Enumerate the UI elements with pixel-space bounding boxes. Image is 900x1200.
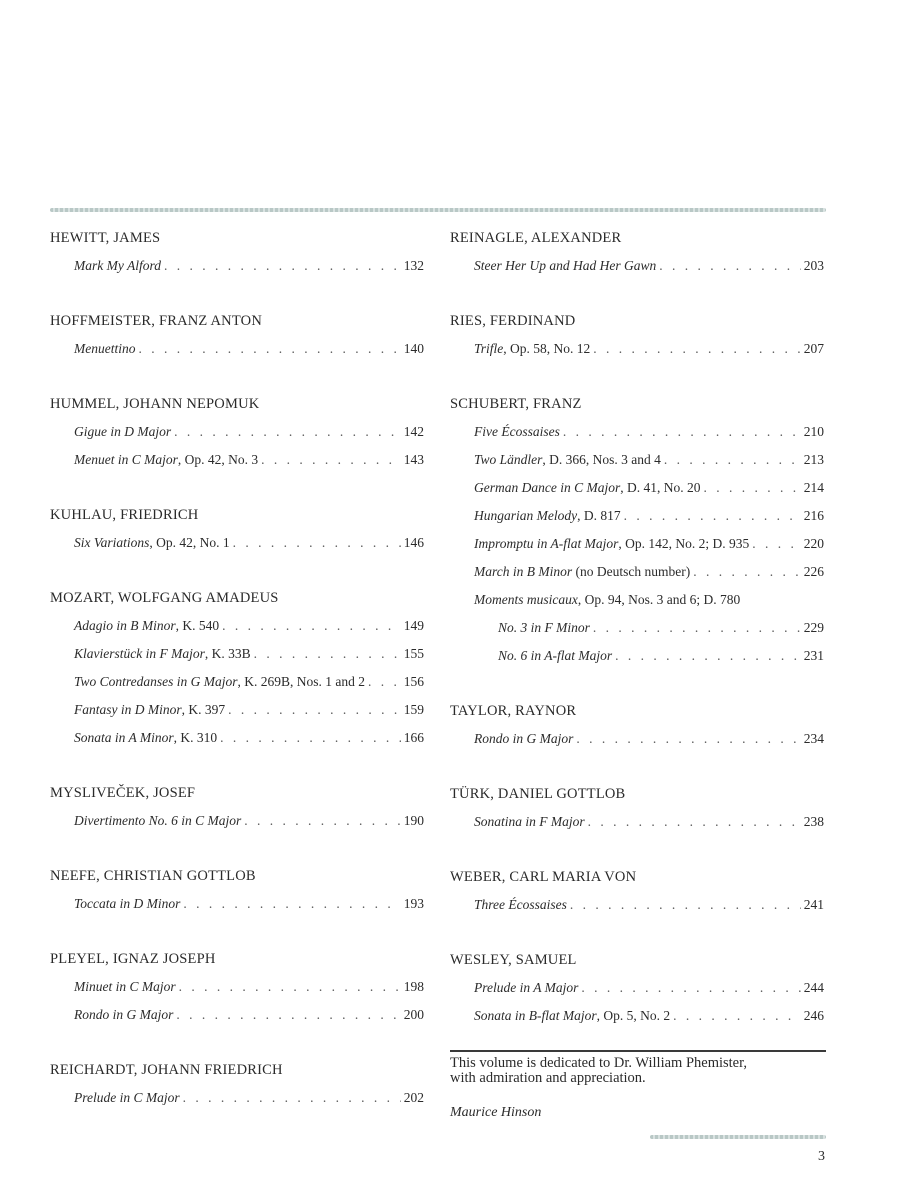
dot-leader	[703, 474, 800, 502]
work-title-italic: Trifle	[474, 341, 504, 356]
work-title-italic: Sonata in A Minor	[74, 730, 174, 745]
composer-name: TÜRK, DANIEL GOTTLOB	[450, 786, 626, 802]
composer-name: SCHUBERT, FRANZ	[450, 396, 582, 412]
work-title-italic: Mark My Alford	[74, 258, 161, 273]
work-title-details: , Op. 42, No. 3	[177, 452, 259, 467]
work-title-details: , D. 817	[577, 508, 621, 523]
work-title	[74, 1001, 173, 1029]
work-title	[74, 890, 180, 918]
work-title-italic: Three Écossaises	[474, 897, 567, 912]
work-title-italic: Rondo in G Major	[74, 1007, 174, 1022]
work-title	[474, 418, 560, 446]
composer-section	[450, 390, 824, 670]
work-title-italic: Two Contredanses in G Major	[74, 674, 238, 689]
work-title-italic: Prelude in C Major	[74, 1090, 180, 1105]
page-ref: 214	[803, 480, 824, 495]
dot-leader	[593, 335, 800, 363]
page-ref: 200	[403, 1007, 424, 1022]
work-title-italic: Minuet in C Major	[74, 979, 176, 994]
composer-name: WEBER, CARL MARIA VON	[450, 869, 637, 885]
toc-entry[interactable]	[50, 612, 424, 640]
toc-entry[interactable]	[50, 446, 424, 474]
composer-name: HEWITT, JAMES	[50, 230, 161, 246]
dot-leader	[581, 974, 800, 1002]
composer-section	[50, 945, 424, 1029]
work-title	[74, 724, 217, 752]
work-title-italic: Toccata in D Minor	[74, 896, 181, 911]
work-title	[74, 668, 365, 696]
work-title	[74, 418, 171, 446]
dot-leader	[693, 558, 801, 586]
bottom-decorative-rule	[650, 1135, 826, 1139]
composer-name: KUHLAU, FRIEDRICH	[50, 507, 199, 523]
work-title-details: , D. 41, No. 20	[620, 480, 701, 495]
page-ref: 202	[403, 1090, 424, 1105]
dedication-line: This volume is dedicated to Dr. William Phemister,	[450, 1055, 747, 1071]
work-title	[498, 642, 612, 670]
toc-entry[interactable]	[450, 446, 824, 474]
work-title-italic: Fantasy in D Minor	[74, 702, 182, 717]
dot-leader	[138, 335, 400, 363]
toc-entry[interactable]	[450, 1002, 824, 1030]
composer-section	[50, 779, 424, 835]
work-title	[474, 725, 573, 753]
toc-entry[interactable]	[450, 252, 824, 280]
dedication-line: with admiration and appreciation.	[450, 1070, 646, 1086]
composer-name: WESLEY, SAMUEL	[450, 952, 577, 968]
contents-right-column	[450, 224, 824, 1057]
page-ref: 166	[403, 730, 424, 745]
composer-section	[50, 1056, 424, 1112]
page-ref: 159	[403, 702, 424, 717]
toc-entry[interactable]	[450, 891, 824, 919]
dot-leader	[576, 725, 800, 753]
work-title-italic: Six Variations	[74, 535, 150, 550]
toc-entry[interactable]	[50, 1001, 424, 1029]
signature: Maurice Hinson	[450, 1105, 542, 1120]
toc-entry[interactable]	[50, 252, 424, 280]
page-ref: 210	[803, 424, 824, 439]
work-title	[74, 696, 225, 724]
toc-entry[interactable]	[50, 890, 424, 918]
toc-entry[interactable]	[450, 474, 824, 502]
work-title-details: , K. 310	[173, 730, 218, 745]
toc-entry[interactable]	[450, 558, 824, 586]
dot-leader	[570, 891, 801, 919]
dot-leader	[368, 668, 401, 696]
work-title-italic: Moments musicaux	[474, 592, 578, 607]
contents-left-column	[50, 224, 424, 1139]
composer-name: REINAGLE, ALEXANDER	[450, 230, 622, 246]
toc-entry[interactable]	[450, 335, 824, 363]
work-title-details: , Op. 42, No. 1	[149, 535, 230, 550]
work-title-italic: German Dance in C Major	[474, 480, 621, 495]
dot-leader	[261, 446, 401, 474]
page-ref: 226	[803, 564, 824, 579]
work-title-italic: Menuet in C Major	[74, 452, 178, 467]
toc-entry[interactable]	[450, 418, 824, 446]
dot-leader	[174, 418, 401, 446]
dot-leader	[244, 807, 401, 835]
page-ref: 149	[403, 618, 424, 633]
composer-section	[50, 862, 424, 918]
page-ref: 198	[403, 979, 424, 994]
work-title-italic: Adagio in B Minor	[74, 618, 176, 633]
page-ref: 220	[803, 536, 824, 551]
page-ref: 190	[403, 813, 424, 828]
work-title-details: , K. 397	[181, 702, 226, 717]
work-title-details: , D. 366, Nos. 3 and 4	[542, 452, 661, 467]
work-title	[74, 529, 230, 557]
composer-name: MOZART, WOLFGANG AMADEUS	[50, 590, 279, 606]
dot-leader	[179, 973, 401, 1001]
dot-leader	[588, 808, 801, 836]
work-title-details: (no Deutsch number)	[572, 564, 691, 579]
work-title	[74, 1084, 180, 1112]
work-title	[474, 891, 567, 919]
toc-entry[interactable]	[450, 502, 824, 530]
work-title-italic: Five Écossaises	[474, 424, 560, 439]
dot-leader	[593, 614, 801, 642]
dot-leader	[659, 252, 801, 280]
work-title-details: , K. 33B	[204, 646, 251, 661]
page-ref: 203	[803, 258, 824, 273]
work-title-details: , Op. 58, No. 12	[503, 341, 591, 356]
work-title	[474, 530, 749, 558]
composer-section	[450, 224, 824, 280]
toc-entry[interactable]	[50, 335, 424, 363]
page-ref: 132	[403, 258, 424, 273]
dot-leader	[233, 529, 401, 557]
work-title	[474, 808, 585, 836]
page-ref: 142	[403, 424, 424, 439]
dot-leader	[164, 252, 401, 280]
composer-name: RIES, FERDINAND	[450, 313, 576, 329]
work-title-details: , Op. 94, Nos. 3 and 6; D. 780	[577, 592, 741, 607]
page-ref: 229	[803, 620, 824, 635]
work-title-italic: No. 6 in A-flat Major	[498, 648, 613, 663]
page-ref: 193	[403, 896, 424, 911]
toc-entry[interactable]	[50, 418, 424, 446]
work-title-italic: Hungarian Melody	[474, 508, 578, 523]
composer-section	[50, 307, 424, 363]
work-title	[74, 612, 219, 640]
toc-entry[interactable]	[50, 807, 424, 835]
work-title-italic: Gigue in D Major	[74, 424, 172, 439]
composer-section	[450, 863, 824, 919]
toc-sub-entry[interactable]	[450, 614, 824, 642]
work-title	[474, 586, 740, 614]
work-title	[474, 1002, 670, 1030]
work-title	[74, 973, 176, 1001]
toc-sub-entry[interactable]	[450, 642, 824, 670]
page-ref: 140	[403, 341, 424, 356]
work-title	[74, 335, 135, 363]
page-ref: 246	[803, 1008, 824, 1023]
dot-leader	[563, 418, 801, 446]
work-title	[474, 974, 578, 1002]
page-ref: 143	[403, 452, 424, 467]
page-ref: 156	[403, 674, 424, 689]
toc-entry[interactable]	[50, 696, 424, 724]
work-title	[498, 614, 590, 642]
page-ref: 241	[803, 897, 824, 912]
page-ref: 216	[803, 508, 824, 523]
work-title	[474, 252, 656, 280]
composer-name: PLEYEL, IGNAZ JOSEPH	[50, 951, 216, 967]
work-title-details: , Op. 5, No. 2	[596, 1008, 671, 1023]
page-ref: 238	[803, 814, 824, 829]
work-title-italic: March in B Minor	[474, 564, 573, 579]
toc-entry[interactable]	[50, 640, 424, 668]
work-title	[74, 640, 251, 668]
page-number: 3	[818, 1149, 825, 1164]
work-title	[474, 335, 590, 363]
work-title	[474, 446, 661, 474]
work-title-italic: Rondo in G Major	[474, 731, 574, 746]
page-ref: 155	[403, 646, 424, 661]
work-title	[74, 807, 241, 835]
work-title-italic: Prelude in A Major	[474, 980, 579, 995]
composer-section	[450, 697, 824, 753]
work-title-italic: Divertimento No. 6 in C Major	[74, 813, 242, 828]
work-title-italic: Two Ländler	[474, 452, 543, 467]
composer-section	[450, 307, 824, 363]
toc-entry[interactable]	[50, 529, 424, 557]
work-title	[474, 474, 700, 502]
toc-entry[interactable]	[450, 974, 824, 1002]
composer-section	[50, 224, 424, 280]
toc-entry[interactable]	[450, 586, 824, 614]
page-ref: 146	[403, 535, 424, 550]
composer-name: HUMMEL, JOHANN NEPOMUK	[50, 396, 260, 412]
toc-entry[interactable]	[50, 668, 424, 696]
page-ref: 244	[803, 980, 824, 995]
dot-leader	[752, 530, 801, 558]
dot-leader	[220, 724, 401, 752]
toc-entry[interactable]	[50, 724, 424, 752]
dot-leader	[176, 1001, 400, 1029]
dedication	[450, 1050, 826, 1086]
top-decorative-rule	[50, 208, 826, 212]
work-title	[474, 502, 621, 530]
page-ref: 207	[803, 341, 824, 356]
work-title-details: , Op. 142, No. 2; D. 935	[618, 536, 750, 551]
composer-name: MYSLIVEČEK, JOSEF	[50, 785, 196, 801]
dot-leader	[228, 696, 401, 724]
composer-name: REICHARDT, JOHANN FRIEDRICH	[50, 1062, 283, 1078]
dot-leader	[664, 446, 801, 474]
composer-section	[50, 390, 424, 474]
work-title-italic: Impromptu in A-flat Major	[474, 536, 619, 551]
dot-leader	[183, 890, 400, 918]
composer-section	[450, 946, 824, 1030]
work-title-details: , K. 269B, Nos. 1 and 2	[237, 674, 366, 689]
work-title-details: , K. 540	[175, 618, 220, 633]
dot-leader	[615, 642, 801, 670]
composer-section	[50, 501, 424, 557]
dot-leader	[624, 502, 801, 530]
composer-name: HOFFMEISTER, FRANZ ANTON	[50, 313, 262, 329]
dot-leader	[673, 1002, 801, 1030]
toc-entry[interactable]	[450, 808, 824, 836]
page-ref: 213	[803, 452, 824, 467]
toc-entry[interactable]	[50, 1084, 424, 1112]
composer-name: NEEFE, CHRISTIAN GOTTLOB	[50, 868, 256, 884]
work-title	[74, 446, 258, 474]
work-title-italic: Sonatina in F Major	[474, 814, 585, 829]
dot-leader	[254, 640, 401, 668]
toc-entry[interactable]	[450, 725, 824, 753]
work-title-italic: Steer Her Up and Had Her Gawn	[474, 258, 657, 273]
composer-section	[450, 780, 824, 836]
work-title-italic: Sonata in B-flat Major	[474, 1008, 597, 1023]
composer-section	[50, 584, 424, 752]
page-ref: 231	[803, 648, 824, 663]
work-title-italic: Menuettino	[74, 341, 136, 356]
page-ref: 234	[803, 731, 824, 746]
composer-name: TAYLOR, RAYNOR	[450, 703, 577, 719]
dot-leader	[183, 1084, 401, 1112]
toc-entry[interactable]	[50, 973, 424, 1001]
work-title-italic: Klavierstück in F Major	[74, 646, 205, 661]
dot-leader	[222, 612, 401, 640]
work-title-italic: No. 3 in F Minor	[498, 620, 590, 635]
toc-entry[interactable]	[450, 530, 824, 558]
work-title	[474, 558, 690, 586]
work-title	[74, 252, 161, 280]
